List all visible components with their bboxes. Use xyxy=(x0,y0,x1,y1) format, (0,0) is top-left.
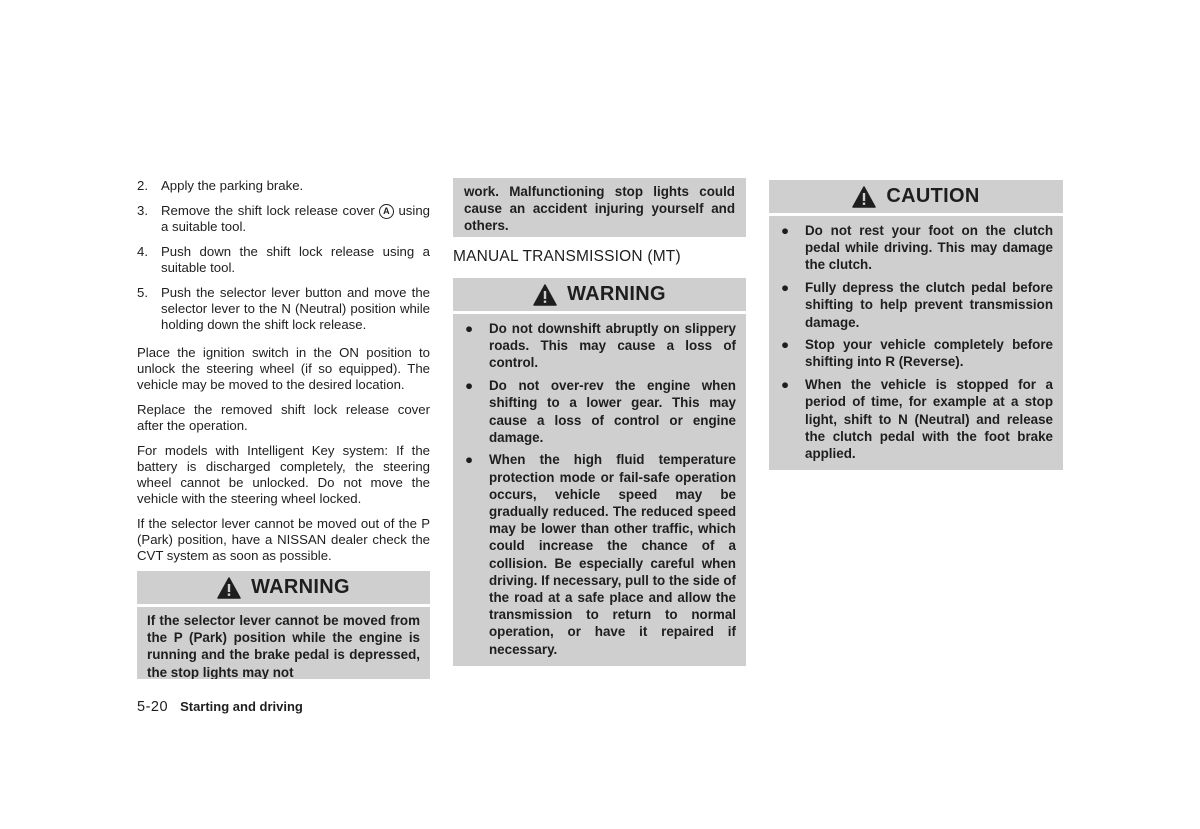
warning-triangle-icon xyxy=(533,284,557,306)
step-item xyxy=(137,178,430,194)
step-text-part: Remove the shift lock release cover xyxy=(161,203,375,218)
bullet-icon: ● xyxy=(465,378,474,394)
warning-triangle-icon xyxy=(217,577,241,599)
callout-a-marker: A xyxy=(379,204,394,219)
warning-title: WARNING xyxy=(251,576,350,598)
step-number: 4. xyxy=(137,244,148,259)
step-number: 2. xyxy=(137,178,148,193)
section-heading: MANUAL TRANSMISSION (MT) xyxy=(453,248,681,265)
step-item xyxy=(137,244,430,276)
list-item xyxy=(779,222,1053,274)
paragraph: Place the ignition switch in the ON position to unlock the steering wheel (if so equipped). The vehicle may be moved to the desired location. xyxy=(137,345,430,392)
warning-title: WARNING xyxy=(567,283,666,305)
caution-list xyxy=(779,222,1053,462)
step-number: 3. xyxy=(137,203,148,218)
warning-text: If the selector lever cannot be moved from the P (Park) position while the engine is running and the brake pedal is depressed, the stop lights may not xyxy=(137,607,430,679)
warning-header xyxy=(137,571,430,604)
step-list xyxy=(137,178,430,342)
list-item xyxy=(463,377,736,446)
warning-continued-text: work. Malfunctioning stop lights could cause an accident injuring yourself and others. xyxy=(453,178,746,237)
page-number: 5-20 xyxy=(137,699,169,715)
warning-list xyxy=(463,320,736,658)
paragraph: If the selector lever cannot be moved out of the P (Park) position, have a NISSAN dealer check the CVT system as soon as possible. xyxy=(137,516,430,563)
step-text-part: using a suitable tool. xyxy=(161,203,430,234)
bullet-icon: ● xyxy=(781,337,790,353)
bullet-icon: ● xyxy=(781,280,790,296)
list-item-text: When the vehicle is stopped for a period of time, for example at a stop light, shift to N (Neutral) and release the clutch pedal with the foot brake applied. xyxy=(805,377,1053,461)
bullet-icon: ● xyxy=(781,377,790,393)
list-item-text: When the high fluid temperature protection mode or fail-safe operation occurs, vehicle speed may be gradually reduced. The reduced speed may be lower than other traffic, which could increase the chance of a collision. Be especially careful when driving. If necessary, pull to the side of the road at a safe place and allow the transmission to return to normal operation, or have it repaired if necessary. xyxy=(489,452,736,657)
step-text xyxy=(161,203,430,235)
warning-triangle-icon xyxy=(852,186,876,208)
caution-header xyxy=(769,180,1063,213)
list-item xyxy=(779,336,1053,370)
list-item xyxy=(779,279,1053,331)
paragraphs xyxy=(137,345,430,573)
list-item-text: Do not downshift abruptly on slippery roads. This may cause a loss of control. xyxy=(489,321,736,371)
step-item xyxy=(137,203,430,235)
step-text: Apply the parking brake. xyxy=(161,178,304,193)
list-item xyxy=(779,376,1053,462)
step-number: 5. xyxy=(137,285,148,300)
bullet-icon: ● xyxy=(781,223,790,238)
bullet-icon: ● xyxy=(465,452,474,468)
page-footer xyxy=(137,699,303,715)
section-name: Starting and driving xyxy=(180,699,303,714)
list-item-text: Stop your vehicle completely before shifting into R (Reverse). xyxy=(805,337,1053,370)
bullet-icon: ● xyxy=(465,321,474,336)
step-text: Push down the shift lock release using a suitable tool. xyxy=(161,244,430,275)
step-text: Push the selector lever button and move the selector lever to the N (Neutral) position while holding down the shift lock release. xyxy=(161,285,430,332)
step-item xyxy=(137,285,430,333)
warning-box xyxy=(453,278,746,666)
warning-box xyxy=(137,571,430,679)
list-item-text: Do not rest your foot on the clutch pedal while driving. This may damage the clutch. xyxy=(805,223,1053,273)
caution-body xyxy=(769,216,1063,470)
list-item-text: Do not over-rev the engine when shifting to a lower gear. This may cause a loss of control or engine damage. xyxy=(489,378,736,445)
caution-box xyxy=(769,180,1063,470)
warning-header xyxy=(453,278,746,311)
caution-title: CAUTION xyxy=(886,185,980,207)
list-item xyxy=(463,320,736,372)
warning-body xyxy=(453,314,746,666)
list-item xyxy=(463,451,736,657)
paragraph: Replace the removed shift lock release cover after the operation. xyxy=(137,402,430,433)
paragraph: For models with Intelligent Key system: If the battery is discharged completely, the steering wheel cannot be unlocked. Do not move the vehicle with the steering wheel locked. xyxy=(137,443,430,506)
list-item-text: Fully depress the clutch pedal before shifting to help prevent transmission damage. xyxy=(805,280,1053,330)
